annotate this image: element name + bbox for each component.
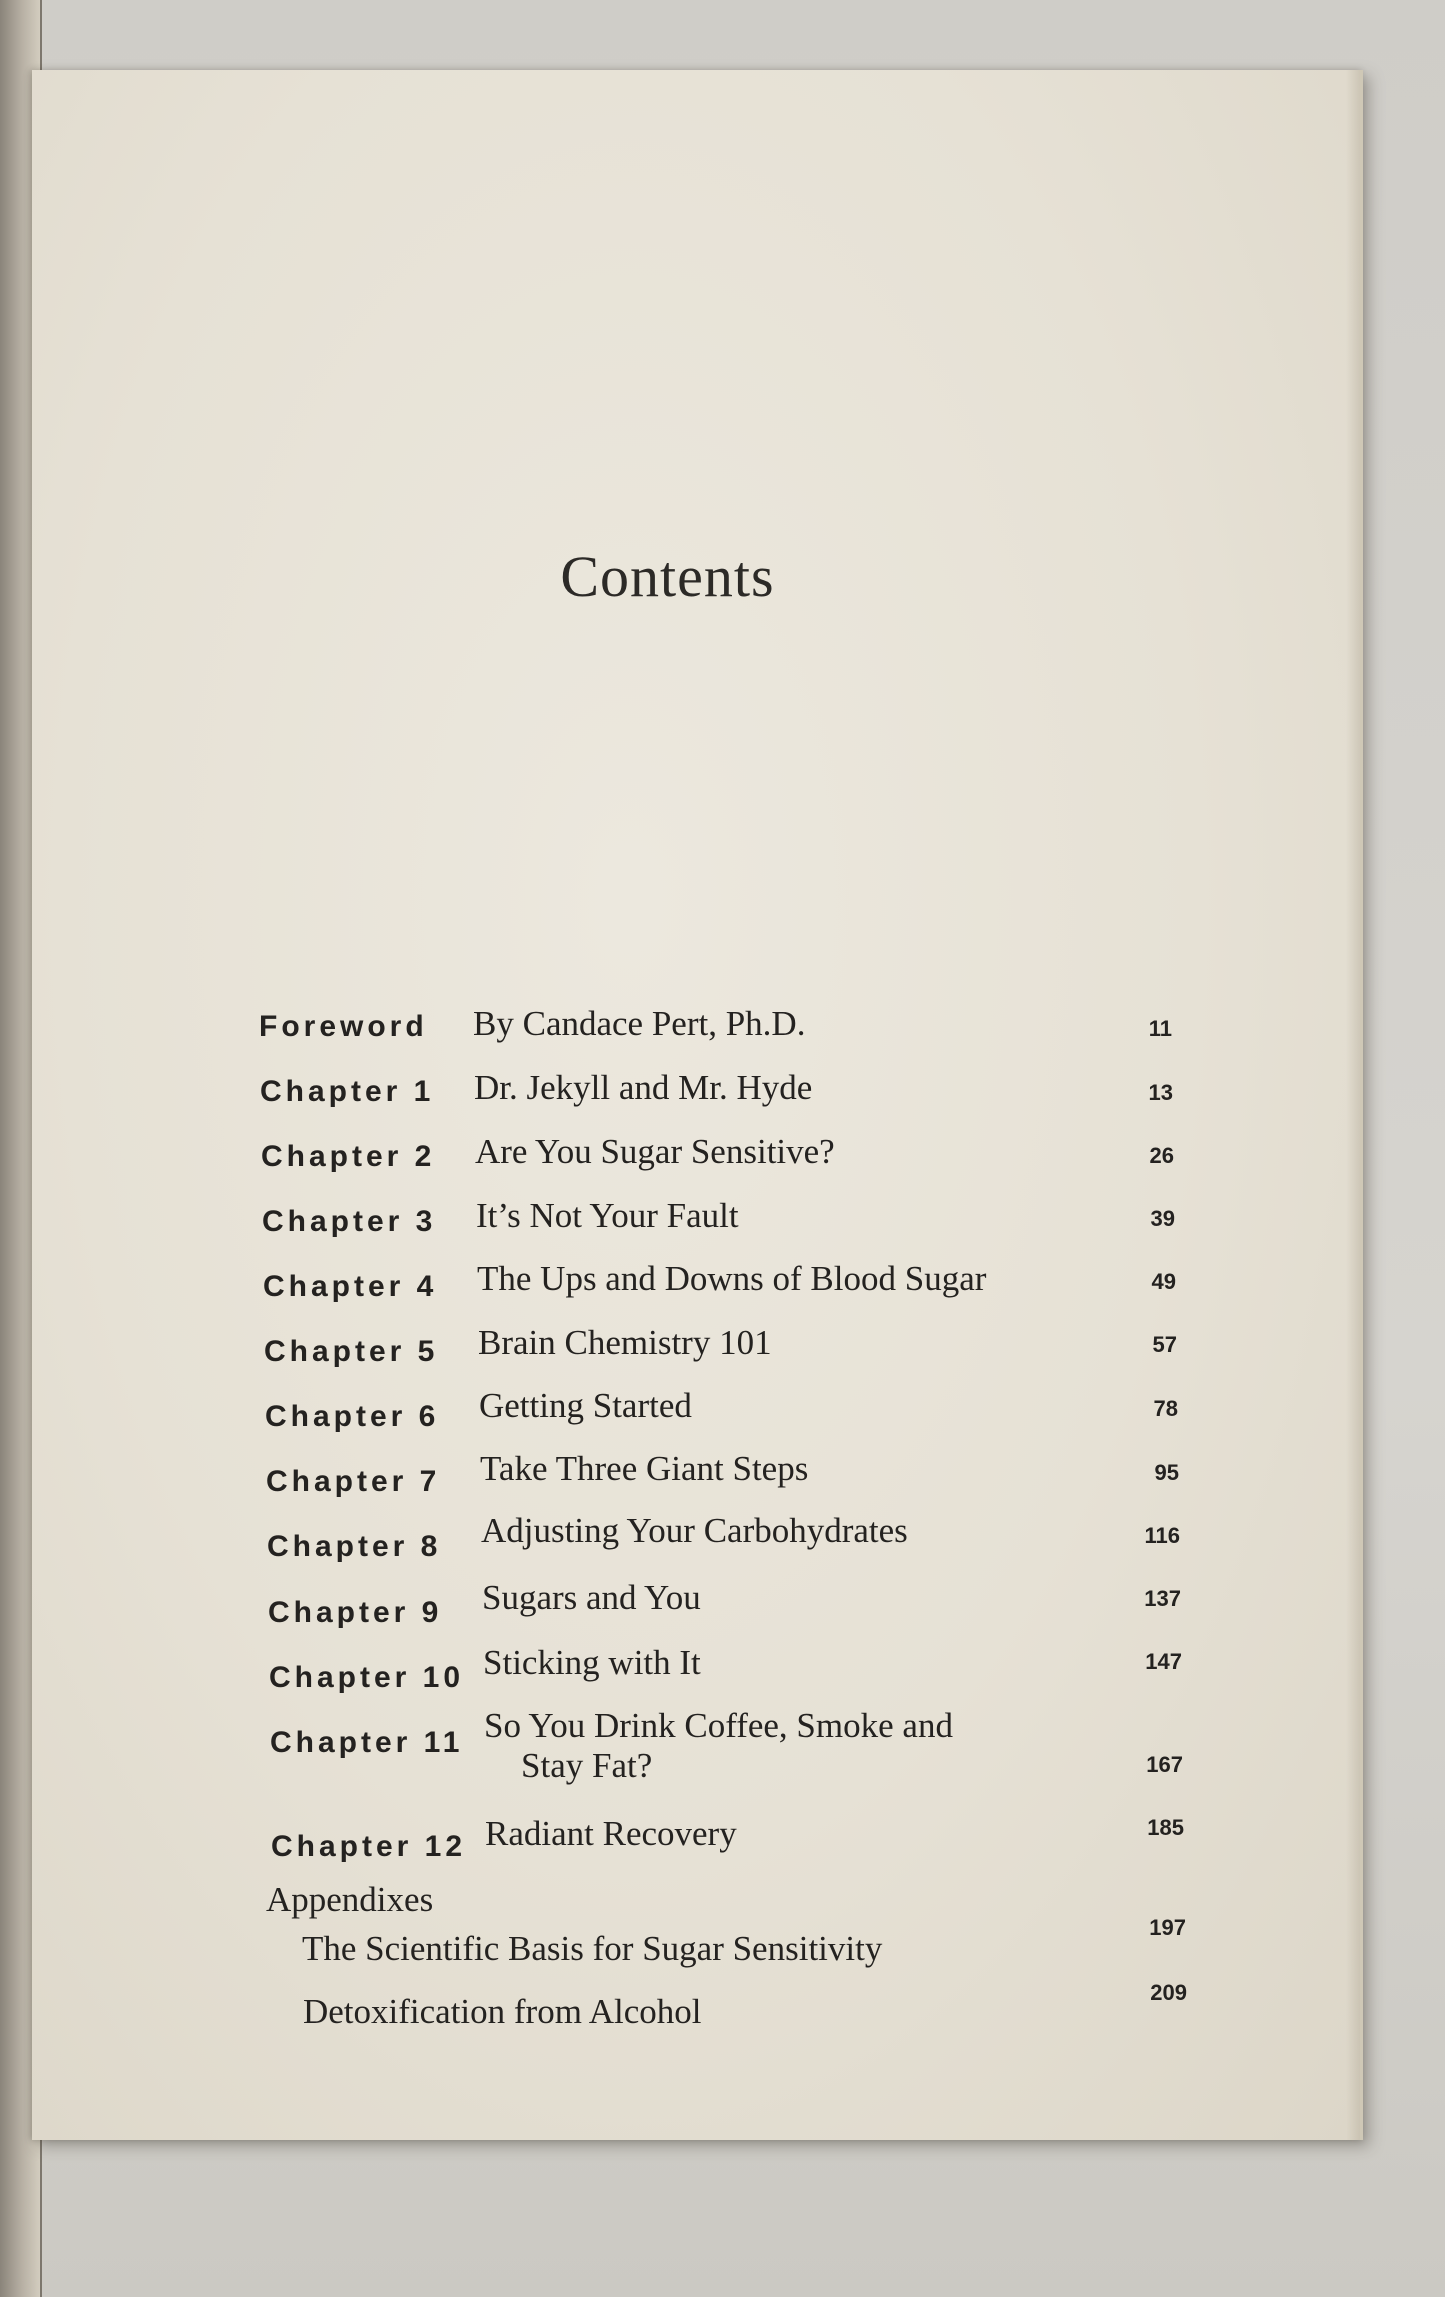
toc-label: Chapter 11: [270, 1726, 464, 1759]
toc-title: Take Three Giant Steps: [480, 1449, 809, 1488]
table-of-contents: [32, 70, 1360, 2140]
appendix-title: Detoxification from Alcohol: [303, 1992, 702, 2031]
toc-title-continuation: Stay Fat?: [521, 1746, 653, 1785]
toc-label: Chapter 5: [264, 1335, 439, 1368]
toc-page-number: 197: [1149, 1915, 1186, 1940]
toc-page-number: 11: [1148, 1016, 1172, 1041]
toc-page-number: 209: [1150, 1980, 1187, 2005]
appendix-title: The Scientific Basis for Sugar Sensitivity: [302, 1929, 883, 1968]
toc-page-number: 13: [1148, 1080, 1173, 1105]
toc-label: Chapter 2: [261, 1140, 436, 1173]
toc-label: Chapter 9: [268, 1596, 443, 1629]
toc-title: Sticking with It: [483, 1643, 701, 1682]
toc-title: Adjusting Your Carbohydrates: [481, 1511, 908, 1550]
toc-page-number: 49: [1151, 1269, 1176, 1294]
toc-page-number: 137: [1144, 1586, 1181, 1611]
toc-title: Dr. Jekyll and Mr. Hyde: [474, 1068, 813, 1107]
toc-title: So You Drink Coffee, Smoke and: [484, 1706, 953, 1745]
page-title: Contents: [560, 544, 775, 609]
toc-title: By Candace Pert, Ph.D.: [473, 1004, 806, 1043]
toc-label: Chapter 10: [269, 1661, 465, 1694]
toc-page-number: 95: [1154, 1460, 1179, 1485]
toc-title: Brain Chemistry 101: [478, 1323, 772, 1362]
toc-page-number: 185: [1147, 1815, 1184, 1840]
toc-label: Chapter 1: [260, 1075, 435, 1108]
toc-label: Chapter 6: [265, 1400, 440, 1433]
book-page: [32, 70, 1363, 2140]
toc-page-number: 57: [1152, 1332, 1177, 1357]
toc-title: Are You Sugar Sensitive?: [475, 1132, 835, 1171]
toc-title: It’s Not Your Fault: [476, 1196, 739, 1235]
toc-title: Radiant Recovery: [485, 1814, 737, 1853]
toc-label: Chapter 3: [262, 1205, 437, 1238]
toc-page-number: 147: [1145, 1649, 1182, 1674]
appendixes-heading: Appendixes: [266, 1880, 434, 1919]
toc-page-number: 39: [1150, 1206, 1175, 1231]
toc-page-number: 116: [1144, 1523, 1180, 1548]
toc-label: Chapter 4: [263, 1270, 438, 1303]
toc-label: Chapter 7: [266, 1465, 441, 1498]
toc-page-number: 26: [1149, 1143, 1174, 1168]
toc-title: The Ups and Downs of Blood Sugar: [477, 1259, 987, 1298]
toc-page-number: 78: [1153, 1396, 1178, 1421]
toc-page-number: 167: [1146, 1752, 1183, 1777]
toc-title: Sugars and You: [482, 1578, 701, 1617]
toc-label: Chapter 8: [267, 1530, 442, 1563]
toc-label: Foreword: [259, 1010, 428, 1043]
toc-label: Chapter 12: [271, 1830, 467, 1863]
toc-title: Getting Started: [479, 1386, 692, 1425]
